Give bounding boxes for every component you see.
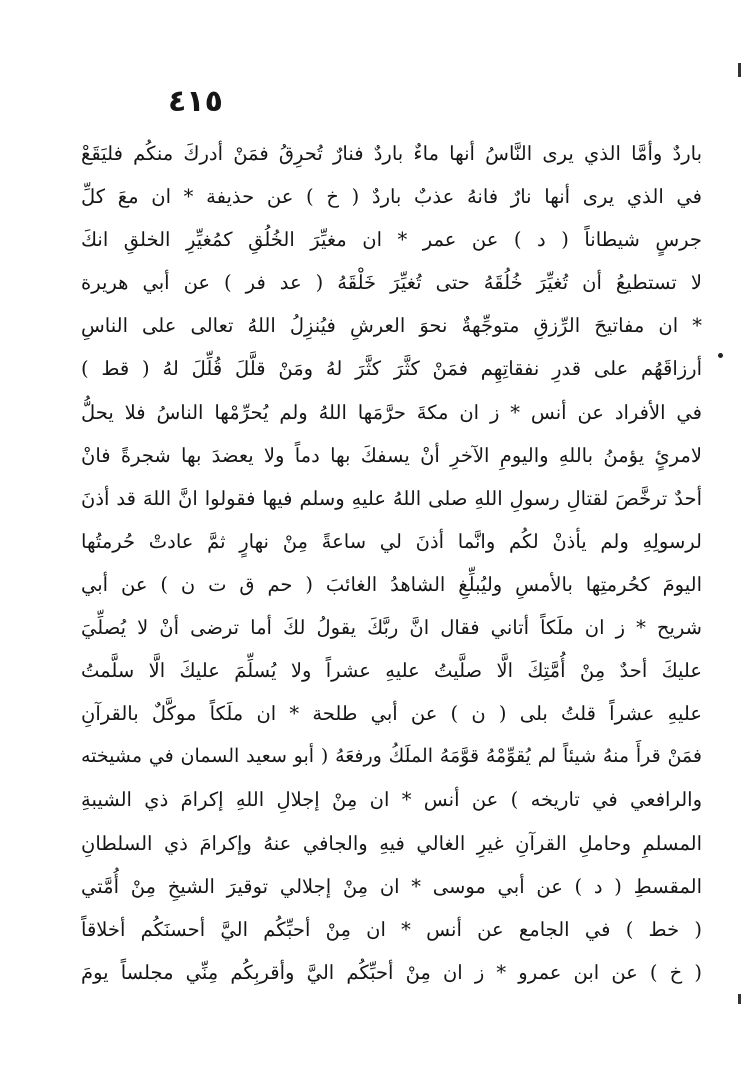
text-line: في الأفراد عن أنس * ز ان مكةَ حرَّمَها اللهُ ولم يُحرِّمْها الناسُ فلا يحلُّ xyxy=(81,400,702,424)
edge-mark xyxy=(738,63,741,77)
text-line: لا تستطيعُ أن تُغيِّرَ خُلُقَهُ حتى تُغيِّرَ خَلْقَهُ ( عد فر ) عن أبي هريرة xyxy=(81,271,702,295)
text-line: * ان مفاتيحَ الرِّزقِ متوجِّهةٌ نحوَ العرشِ فيُنزِلُ اللهُ تعالى على الناسِ xyxy=(81,314,702,338)
text-line: لرسولِهِ ولم يأذنْ لكُم وانَّما أذنَ لي ساعةً مِنْ نهارٍ ثمَّ عادتْ حُرمتُها xyxy=(81,529,702,553)
body-text xyxy=(81,132,702,994)
text-line: فمَنْ قرأَ منهُ شيئاً لم يُقوِّمْهُ قوَّمَهُ الملَكُ ورفعَهُ ( أبو سعيد السمان في مشيخته xyxy=(81,745,702,768)
text-line: ( خ ) عن ابن عمرو * ز ان مِنْ أحبِّكُم اليَّ وأقربِكُم مِنِّي مجلساً يومَ xyxy=(81,960,702,984)
margin-dot xyxy=(718,353,723,358)
text-line: اليومَ كحُرمتِها بالأمسِ وليُبلِّغِ الشاهدُ الغائبَ ( حم ق ت ن ) عن أبي xyxy=(81,572,702,596)
text-line: باردٌ وأمَّا الذي يرى النَّاسُ أنها ماءٌ باردٌ فنارٌ تُحرِقُ فمَنْ أدركَ منكُم فليَقَعْ xyxy=(81,142,702,165)
text-line: جرسٍ شيطاناً ( د ) عن عمر * ان مغيِّرَ الخُلُقِ كمُغيِّرِ الخلقِ انكَ xyxy=(81,228,702,252)
text-line: أحدٌ ترخَّصَ لقتالِ رسولِ اللهِ صلى اللهُ عليهِ وسلم فيها فقولوا انَّ اللهَ قد أذنَ xyxy=(81,486,702,510)
text-line: ( خط ) في الجامع عن أنس * ان مِنْ أحبِّكُم اليَّ أحسنَكُم أخلاقاً xyxy=(81,917,702,941)
text-line: والرافعي في تاريخه ) عن أنس * ان مِنْ إجلالِ اللهِ إكرامَ ذي الشيبةِ xyxy=(81,788,702,812)
text-line: عليكَ أحدٌ مِنْ أُمَّتِكَ الَّا صلَّيتُ عليهِ عشراً ولا يُسلِّمَ عليكَ الَّا سلَّمتُ xyxy=(81,659,702,683)
text-line: عليهِ عشراً قلتُ بلى ( ن ) عن أبي طلحة * ان ملَكاً موكَّلٌ بالقرآنِ xyxy=(81,702,702,726)
text-line: المقسطِ ( د ) عن أبي موسى * ان مِنْ إجلالي توقيرَ الشيخِ مِنْ أُمَّتي xyxy=(81,874,702,898)
text-line: أرزاقَهُم على قدرِ نفقاتِهِم فمَنْ كثَّرَ كثَّرَ لهُ ومَنْ قلَّلَ قُلِّلَ لهُ ( قط ) xyxy=(81,357,702,381)
text-line: لامرئٍ يؤمنُ باللهِ واليومِ الآخرِ أنْ يسفكَ بها دماً ولا يعضدَ بها شجرةً فانْ xyxy=(81,443,702,467)
text-line: المسلمِ وحاملِ القرآنِ غيرِ الغالي فيهِ والجافي عنهُ وإكرامَ ذي السلطانِ xyxy=(81,831,702,855)
text-line: في الذي يرى أنها نارٌ فانهُ عذبٌ باردٌ ( خ ) عن حذيفة * ان معَ كلِّ xyxy=(81,185,702,209)
page-number: ٤١٥ xyxy=(168,84,223,119)
edge-mark xyxy=(738,994,741,1004)
text-line: شريح * ز ان ملَكاً أتاني فقال انَّ ربَّكَ يقولُ لكَ أما ترضى أنْ لا يُصلِّيَ xyxy=(81,616,702,640)
